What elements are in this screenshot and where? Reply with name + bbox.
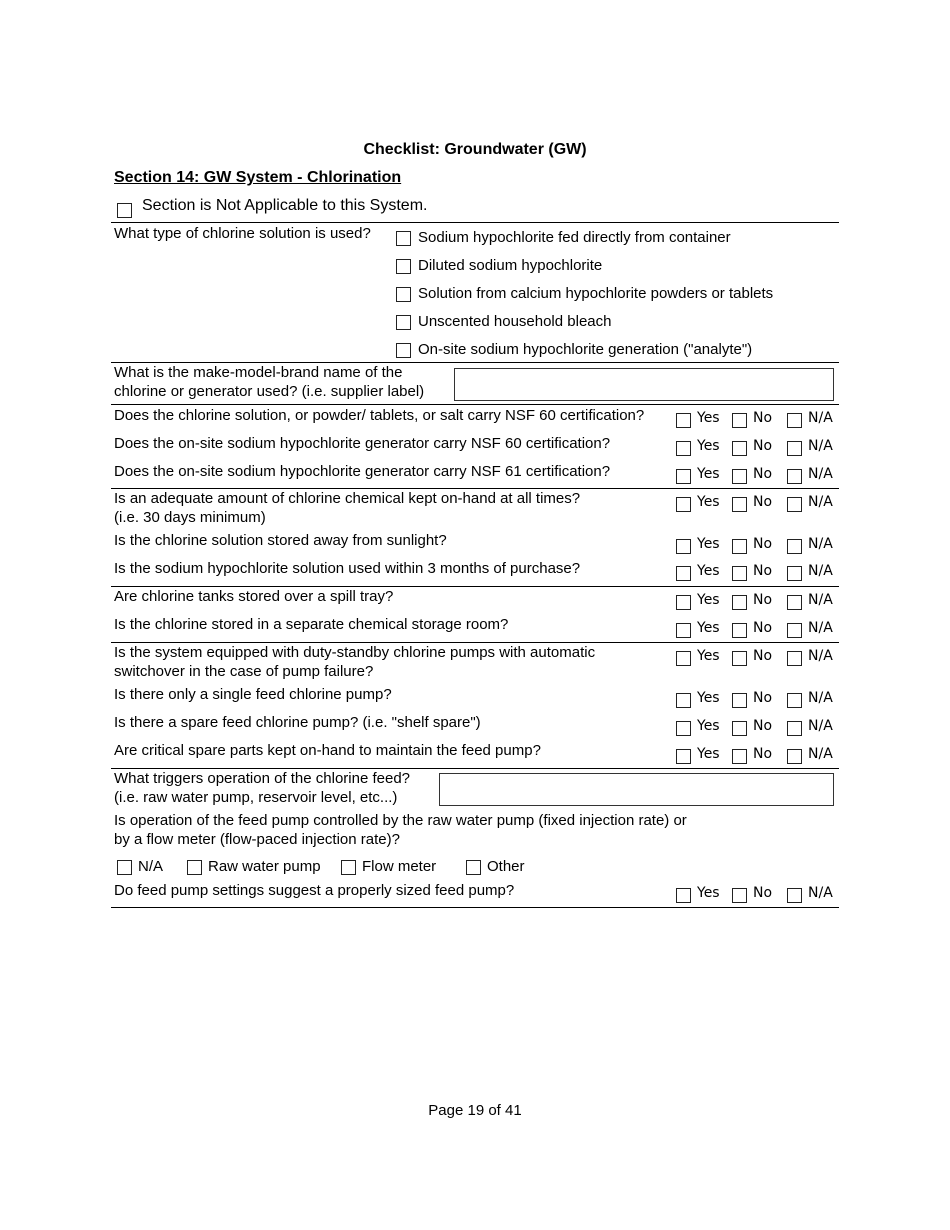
no-checkbox[interactable] xyxy=(732,469,747,484)
no-label: No xyxy=(753,438,773,454)
yes-label: Yes xyxy=(697,746,720,762)
yes-checkbox[interactable] xyxy=(676,651,691,666)
no-label: No xyxy=(753,536,773,552)
na-checkbox[interactable] xyxy=(787,413,802,428)
question-text: Are chlorine tanks stored over a spill tray? xyxy=(114,588,394,605)
divider xyxy=(111,907,839,908)
yes-label: Yes xyxy=(697,438,720,454)
divider xyxy=(111,404,839,405)
no-label: No xyxy=(753,690,773,706)
no-label: No xyxy=(753,718,773,734)
no-checkbox[interactable] xyxy=(732,651,747,666)
na-label: N/A xyxy=(808,620,833,636)
question-text: Is the system equipped with duty-standby chlorine pumps with automatic xyxy=(114,644,596,661)
chlorine-type-option-checkbox[interactable] xyxy=(396,315,411,330)
raw-water-pump-label: Raw water pump xyxy=(208,858,321,875)
page-number: Page 19 of 41 xyxy=(428,1102,522,1119)
na-checkbox[interactable] xyxy=(787,888,802,903)
na-checkbox[interactable] xyxy=(787,749,802,764)
no-checkbox[interactable] xyxy=(732,888,747,903)
chlorine-type-option-checkbox[interactable] xyxy=(396,259,411,274)
yes-checkbox[interactable] xyxy=(676,888,691,903)
no-label: No xyxy=(753,648,773,664)
divider xyxy=(111,222,839,223)
na-label: N/A xyxy=(808,746,833,762)
na-checkbox[interactable] xyxy=(787,441,802,456)
na-label: N/A xyxy=(808,885,833,901)
no-label: No xyxy=(753,620,773,636)
na-checkbox[interactable] xyxy=(787,623,802,638)
na-label: N/A xyxy=(808,410,833,426)
yes-label: Yes xyxy=(697,536,720,552)
make-model-input[interactable] xyxy=(454,368,834,401)
na-label: N/A xyxy=(808,592,833,608)
flow-meter-checkbox[interactable] xyxy=(341,860,356,875)
no-checkbox[interactable] xyxy=(732,441,747,456)
question-text: Does the on-site sodium hypochlorite generator carry NSF 61 certification? xyxy=(114,463,611,480)
question-text: Are critical spare parts kept on-hand to maintain the feed pump? xyxy=(114,742,541,759)
yes-checkbox[interactable] xyxy=(676,566,691,581)
page-title: Checklist: Groundwater (GW) xyxy=(363,141,587,158)
question-text: Does the chlorine solution, or powder/ tablets, or salt carry NSF 60 certification? xyxy=(114,407,645,424)
no-checkbox[interactable] xyxy=(732,721,747,736)
yes-checkbox[interactable] xyxy=(676,469,691,484)
no-label: No xyxy=(753,885,773,901)
question-text: Is there a spare feed chlorine pump? (i.e. "shelf spare") xyxy=(114,714,481,731)
na-label: N/A xyxy=(808,648,833,664)
na-checkbox[interactable] xyxy=(787,721,802,736)
yes-label: Yes xyxy=(697,494,720,510)
no-checkbox[interactable] xyxy=(732,693,747,708)
no-label: No xyxy=(753,494,773,510)
no-label: No xyxy=(753,592,773,608)
question-text: Is the sodium hypochlorite solution used within 3 months of purchase? xyxy=(114,560,581,577)
raw-water-pump-checkbox[interactable] xyxy=(187,860,202,875)
not-applicable-label: Section is Not Applicable to this System. xyxy=(142,197,428,214)
yes-label: Yes xyxy=(697,885,720,901)
triggers-input[interactable] xyxy=(439,773,834,806)
na-checkbox[interactable] xyxy=(787,693,802,708)
na-checkbox[interactable] xyxy=(787,497,802,512)
control-na-label: N/A xyxy=(138,858,164,875)
control-question: Is operation of the feed pump controlled by the raw water pump (fixed injection rate) or xyxy=(114,812,687,829)
yes-checkbox[interactable] xyxy=(676,539,691,554)
yes-label: Yes xyxy=(697,620,720,636)
make-model-question-line2: chlorine or generator used? (i.e. supplier label) xyxy=(114,383,425,400)
na-checkbox[interactable] xyxy=(787,651,802,666)
yes-checkbox[interactable] xyxy=(676,721,691,736)
flow-meter-label: Flow meter xyxy=(362,858,437,875)
chlorine-type-question: What type of chlorine solution is used? xyxy=(114,225,371,242)
triggers-question: What triggers operation of the chlorine feed? xyxy=(114,770,411,787)
yes-label: Yes xyxy=(697,563,720,579)
yes-label: Yes xyxy=(697,410,720,426)
no-checkbox[interactable] xyxy=(732,623,747,638)
no-checkbox[interactable] xyxy=(732,539,747,554)
yes-checkbox[interactable] xyxy=(676,413,691,428)
control-question-line2: by a flow meter (flow-paced injection rate)? xyxy=(114,831,400,848)
na-label: N/A xyxy=(808,563,833,579)
chlorine-type-option-label: Sodium hypochlorite fed directly from container xyxy=(418,229,731,246)
no-label: No xyxy=(753,563,773,579)
yes-checkbox[interactable] xyxy=(676,595,691,610)
no-checkbox[interactable] xyxy=(732,497,747,512)
chlorine-type-option-checkbox[interactable] xyxy=(396,343,411,358)
yes-label: Yes xyxy=(697,648,720,664)
no-checkbox[interactable] xyxy=(732,413,747,428)
control-na-checkbox[interactable] xyxy=(117,860,132,875)
na-label: N/A xyxy=(808,494,833,510)
yes-checkbox[interactable] xyxy=(676,623,691,638)
na-checkbox[interactable] xyxy=(787,595,802,610)
sizing-question: Do feed pump settings suggest a properly sized feed pump? xyxy=(114,882,515,899)
no-label: No xyxy=(753,410,773,426)
question-text: Is the chlorine stored in a separate chemical storage room? xyxy=(114,616,509,633)
other-label: Other xyxy=(487,858,525,875)
question-text: Does the on-site sodium hypochlorite generator carry NSF 60 certification? xyxy=(114,435,611,452)
not-applicable-checkbox[interactable] xyxy=(117,203,132,218)
other-checkbox[interactable] xyxy=(466,860,481,875)
yes-checkbox[interactable] xyxy=(676,749,691,764)
no-label: No xyxy=(753,466,773,482)
yes-label: Yes xyxy=(697,592,720,608)
yes-label: Yes xyxy=(697,718,720,734)
no-checkbox[interactable] xyxy=(732,566,747,581)
chlorine-type-option-checkbox[interactable] xyxy=(396,287,411,302)
chlorine-type-option-checkbox[interactable] xyxy=(396,231,411,246)
na-label: N/A xyxy=(808,718,833,734)
yes-checkbox[interactable] xyxy=(676,441,691,456)
question-text: Is an adequate amount of chlorine chemical kept on-hand at all times? xyxy=(114,490,581,507)
na-label: N/A xyxy=(808,690,833,706)
question-text: Is the chlorine solution stored away from sunlight? xyxy=(114,532,447,549)
na-checkbox[interactable] xyxy=(787,539,802,554)
question-text-line2: switchover in the case of pump failure? xyxy=(114,663,374,680)
na-label: N/A xyxy=(808,466,833,482)
chlorine-type-option-label: Solution from calcium hypochlorite powders or tablets xyxy=(418,285,774,302)
chlorine-type-option-label: Unscented household bleach xyxy=(418,313,612,330)
question-text-line2: (i.e. 30 days minimum) xyxy=(114,509,266,526)
no-checkbox[interactable] xyxy=(732,749,747,764)
na-checkbox[interactable] xyxy=(787,566,802,581)
make-model-question: What is the make-model-brand name of the xyxy=(114,364,403,381)
yes-label: Yes xyxy=(697,466,720,482)
triggers-question-line2: (i.e. raw water pump, reservoir level, etc...) xyxy=(114,789,398,806)
no-checkbox[interactable] xyxy=(732,595,747,610)
chlorine-type-option-label: Diluted sodium hypochlorite xyxy=(418,257,603,274)
chlorine-type-option-label: On-site sodium hypochlorite generation ("analyte") xyxy=(418,341,753,358)
na-label: N/A xyxy=(808,438,833,454)
section-title: Section 14: GW System - Chlorination xyxy=(114,169,402,186)
no-label: No xyxy=(753,746,773,762)
yes-checkbox[interactable] xyxy=(676,693,691,708)
na-label: N/A xyxy=(808,536,833,552)
yes-checkbox[interactable] xyxy=(676,497,691,512)
question-text: Is there only a single feed chlorine pump? xyxy=(114,686,392,703)
yes-label: Yes xyxy=(697,690,720,706)
na-checkbox[interactable] xyxy=(787,469,802,484)
